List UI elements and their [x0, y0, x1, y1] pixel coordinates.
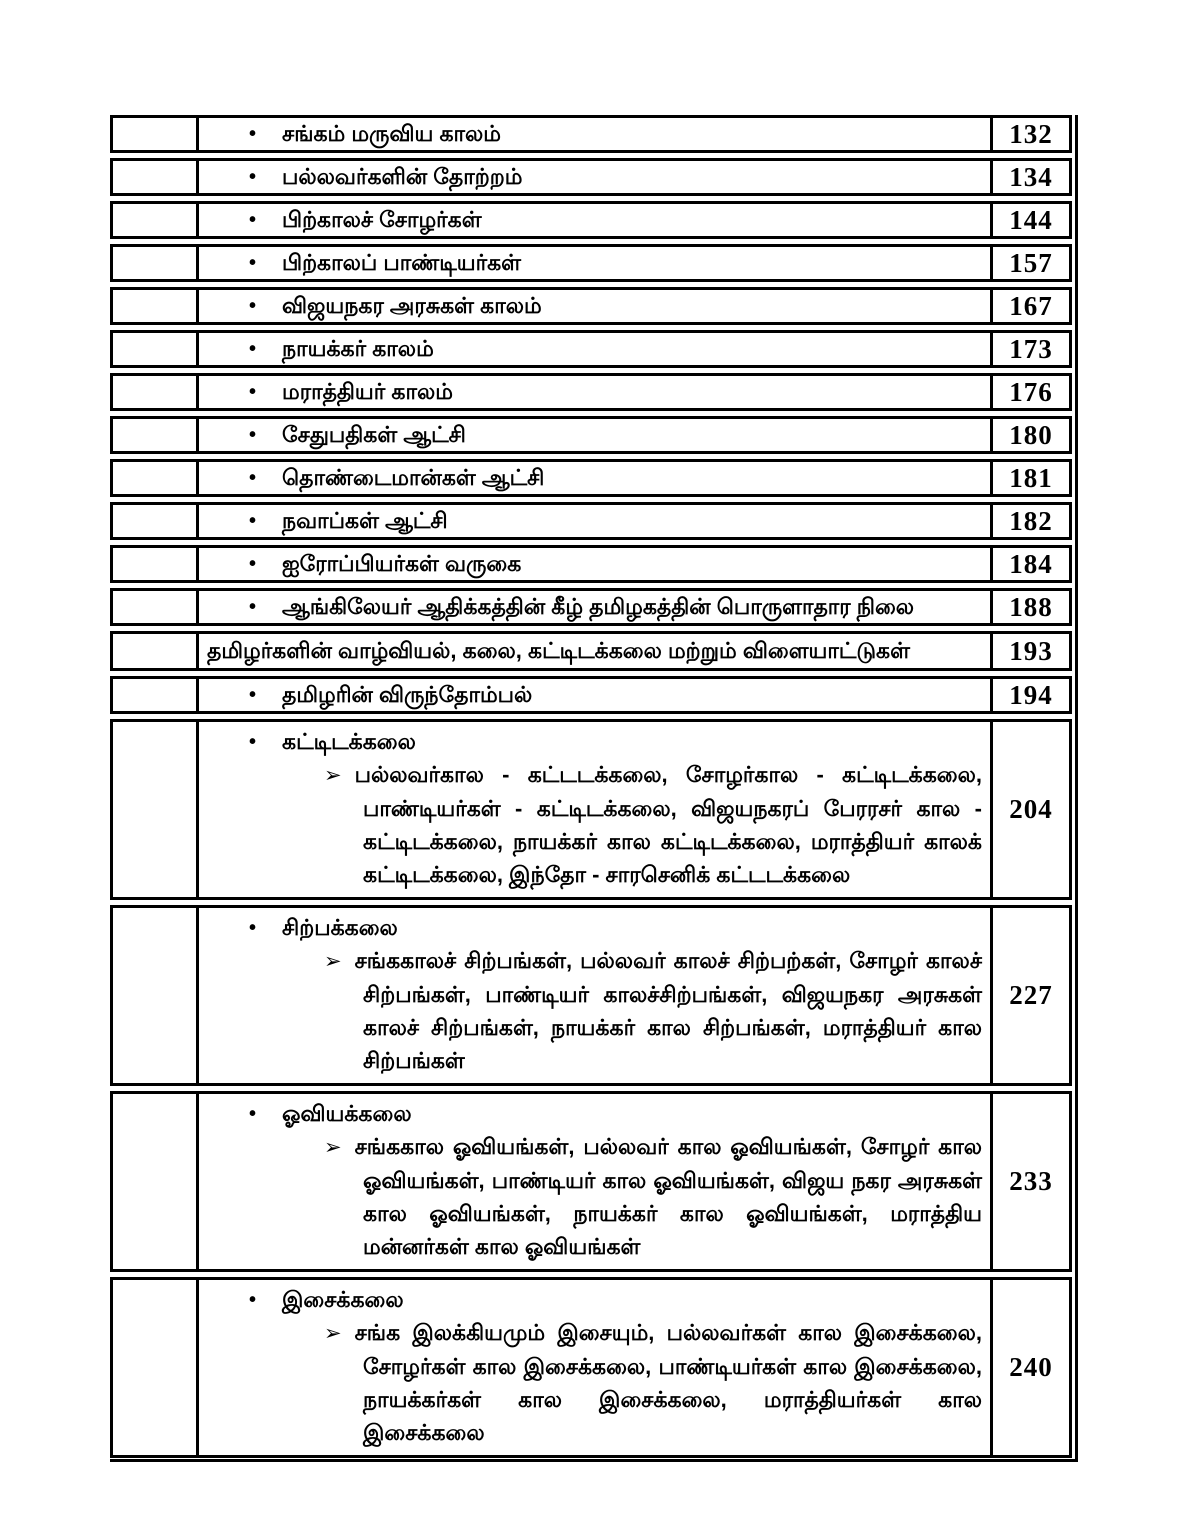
bullet-item — [199, 507, 984, 535]
item-label: இசைக்கலை — [282, 1287, 404, 1312]
page-number: 233 — [1009, 1166, 1053, 1196]
toc-row — [110, 631, 1072, 671]
bullet-icon: • — [249, 917, 257, 939]
page-number-cell — [990, 204, 1069, 236]
page-number-cell — [990, 419, 1069, 451]
bullet-icon: • — [249, 553, 257, 575]
toc-row — [110, 588, 1072, 626]
page-number: 134 — [1009, 161, 1053, 192]
sub-topics-text: பல்லவர்கால - கட்டடக்கலை, சோழர்கால - கட்டிடக்கலை, பாண்டியர்கள் - கட்டிடக்கலை, விஜயநகரப் பேரரசர் கால - கட்டிடக்கலை, நாயக்கர் கால கட்டிடக்கலை, மராத்தியர் காலக் கட்டிடக்கலை, இந்தோ - சாரசெனிக் கட்டடக்கலை — [354, 762, 982, 887]
bullet-item — [199, 120, 984, 148]
bullet-item — [199, 249, 984, 277]
sub-topics — [199, 758, 982, 891]
row-content-cell — [199, 161, 990, 193]
bullet-icon: • — [249, 381, 257, 403]
item-label: தமிழரின் விருந்தோம்பல் — [282, 682, 533, 707]
page-number-cell — [990, 1094, 1069, 1269]
contents-table — [110, 115, 1078, 1462]
item-label: ஆங்கிலேயர் ஆதிக்கத்தின் கீழ் தமிழகத்தின் பொருளாதார நிலை — [282, 594, 915, 619]
row-number-cell — [113, 679, 199, 711]
item-label: கட்டிடக்கலை — [282, 729, 416, 754]
bullet-item — [199, 1286, 984, 1314]
item-label: சேதுபதிகள் ஆட்சி — [282, 422, 466, 447]
bullet-icon: • — [249, 209, 257, 231]
toc-row — [110, 676, 1072, 714]
row-content-cell — [199, 462, 990, 494]
arrow-bullet-icon: ➢ — [324, 1322, 342, 1345]
page-number-cell — [990, 247, 1069, 279]
toc-row — [110, 201, 1072, 239]
bullet-icon: • — [249, 166, 257, 188]
page-number: 173 — [1009, 333, 1053, 364]
row-number-cell — [113, 548, 199, 580]
page-number-cell — [990, 908, 1069, 1083]
toc-row — [110, 330, 1072, 368]
row-number-cell — [113, 591, 199, 623]
bullet-item — [199, 163, 984, 191]
bullet-item — [199, 292, 984, 320]
bullet-item — [199, 914, 984, 942]
toc-row — [110, 545, 1072, 583]
page-number-cell — [990, 161, 1069, 193]
bullet-item — [199, 681, 984, 709]
toc-row — [110, 373, 1072, 411]
toc-row — [110, 905, 1072, 1086]
arrow-bullet-icon: ➢ — [324, 1136, 342, 1159]
row-content-cell — [199, 679, 990, 711]
page-number: 184 — [1009, 548, 1053, 579]
sub-topics-text: சங்ககால ஓவியங்கள், பல்லவர் கால ஓவியங்கள், சோழர் கால ஓவியங்கள், பாண்டியர் கால ஓவியங்கள், விஜய நகர அரசுகள் கால ஓவியங்கள், நாயக்கர் கால ஓவியங்கள், மராத்திய மன்னர்கள் கால ஓவியங்கள் — [354, 1134, 982, 1259]
toc-row — [110, 1091, 1072, 1272]
row-number-cell — [113, 419, 199, 451]
item-label: ஓவியக்கலை — [282, 1101, 412, 1126]
row-content-cell — [199, 419, 990, 451]
bullet-icon: • — [249, 510, 257, 532]
page-number-cell — [990, 548, 1069, 580]
row-number-cell — [113, 376, 199, 408]
page-number-cell — [990, 376, 1069, 408]
toc-row — [110, 416, 1072, 454]
sub-topics-text: சங்க இலக்கியமும் இசையும், பல்லவர்கள் கால இசைக்கலை, சோழர்கள் கால இசைக்கலை, பாண்டியர்கள் கால இசைக்கலை, நாயக்கர்கள் கால இசைக்கலை, மராத்தியர்கள் கால இசைக்கலை — [354, 1320, 982, 1445]
bullet-item — [199, 378, 984, 406]
row-number-cell — [113, 462, 199, 494]
row-content-cell — [199, 634, 990, 668]
bullet-icon: • — [249, 596, 257, 618]
page-number-cell — [990, 333, 1069, 365]
toc-row — [110, 115, 1072, 153]
page-number: 157 — [1009, 247, 1053, 278]
item-label: சிற்பக்கலை — [282, 915, 398, 940]
bullet-icon: • — [249, 467, 257, 489]
row-number-cell — [113, 505, 199, 537]
sub-topics — [199, 944, 982, 1077]
bullet-icon: • — [249, 338, 257, 360]
page-number-cell — [990, 722, 1069, 897]
item-label: நவாப்கள் ஆட்சி — [282, 508, 448, 533]
bullet-item — [199, 335, 984, 363]
bullet-icon: • — [249, 731, 257, 753]
page-number: 181 — [1009, 462, 1053, 493]
page-number: 167 — [1009, 290, 1053, 321]
row-number-cell — [113, 118, 199, 150]
page-number: 180 — [1009, 419, 1053, 450]
item-label: ஐரோப்பியர்கள் வருகை — [282, 551, 522, 576]
row-content-cell — [199, 1280, 990, 1455]
section-title: தமிழர்களின் வாழ்வியல், கலை, கட்டிடக்கலை மற்றும் விளையாட்டுகள் — [207, 638, 910, 663]
row-number-cell — [113, 634, 199, 668]
bullet-icon: • — [249, 295, 257, 317]
row-number-cell — [113, 1094, 199, 1269]
row-content-cell — [199, 591, 990, 623]
item-label: நாயக்கர் காலம் — [282, 336, 434, 361]
row-number-cell — [113, 161, 199, 193]
page-number: 240 — [1009, 1352, 1053, 1382]
toc-row — [110, 459, 1072, 497]
bullet-item — [199, 206, 984, 234]
row-number-cell — [113, 722, 199, 897]
page-number-cell — [990, 634, 1069, 668]
row-content-cell — [199, 908, 990, 1083]
row-content-cell — [199, 376, 990, 408]
item-label: விஜயநகர அரசுகள் காலம் — [282, 293, 542, 318]
sub-topics — [199, 1316, 982, 1449]
toc-row — [110, 502, 1072, 540]
bullet-icon: • — [249, 1103, 257, 1125]
bullet-icon: • — [249, 684, 257, 706]
row-number-cell — [113, 204, 199, 236]
page-number: 176 — [1009, 376, 1053, 407]
page-number: 204 — [1009, 794, 1053, 824]
row-content-cell — [199, 333, 990, 365]
page-number-cell — [990, 591, 1069, 623]
bullet-item — [199, 550, 984, 578]
sub-topics-text: சங்ககாலச் சிற்பங்கள், பல்லவர் காலச் சிற்பற்கள், சோழர் காலச் சிற்பங்கள், பாண்டியர் காலச்சிற்பங்கள், விஜயநகர அரசுகள் காலச் சிற்பங்கள், நாயக்கர் கால சிற்பங்கள், மராத்தியர் கால சிற்பங்கள் — [354, 948, 982, 1073]
page-number: 144 — [1009, 204, 1053, 235]
toc-row — [110, 719, 1072, 900]
row-content-cell — [199, 247, 990, 279]
toc-row — [110, 287, 1072, 325]
row-content-cell — [199, 204, 990, 236]
item-label: பிற்காலப் பாண்டியர்கள் — [282, 250, 522, 275]
row-content-cell — [199, 290, 990, 322]
bullet-item — [199, 464, 984, 492]
row-content-cell — [199, 1094, 990, 1269]
bullet-icon: • — [249, 1289, 257, 1311]
row-content-cell — [199, 722, 990, 897]
page-number-cell — [990, 1280, 1069, 1455]
item-label: பிற்காலச் சோழர்கள் — [282, 207, 482, 232]
toc-row — [110, 244, 1072, 282]
row-number-cell — [113, 1280, 199, 1455]
sub-topics — [199, 1130, 982, 1263]
page-number-cell — [990, 118, 1069, 150]
row-number-cell — [113, 247, 199, 279]
item-label: பல்லவர்களின் தோற்றம் — [282, 164, 523, 189]
arrow-bullet-icon: ➢ — [324, 764, 342, 787]
item-label: சங்கம் மருவிய காலம் — [282, 121, 501, 146]
row-number-cell — [113, 290, 199, 322]
arrow-bullet-icon: ➢ — [324, 950, 342, 973]
row-number-cell — [113, 908, 199, 1083]
bullet-item — [199, 593, 984, 621]
page-number: 188 — [1009, 591, 1053, 622]
page-number: 193 — [1009, 635, 1053, 666]
page-number: 194 — [1009, 679, 1053, 710]
page-number-cell — [990, 290, 1069, 322]
page-number: 227 — [1009, 980, 1053, 1010]
bullet-item — [199, 1100, 984, 1128]
item-label: தொண்டைமான்கள் ஆட்சி — [282, 465, 545, 490]
bullet-icon: • — [249, 123, 257, 145]
page-number: 132 — [1009, 118, 1053, 149]
page-number-cell — [990, 505, 1069, 537]
row-number-cell — [113, 333, 199, 365]
toc-row — [110, 1277, 1072, 1458]
row-content-cell — [199, 505, 990, 537]
bullet-item — [199, 728, 984, 756]
bullet-icon: • — [249, 424, 257, 446]
page-number: 182 — [1009, 505, 1053, 536]
row-content-cell — [199, 548, 990, 580]
item-label: மராத்தியர் காலம் — [282, 379, 453, 404]
page-number-cell — [990, 679, 1069, 711]
page-number-cell — [990, 462, 1069, 494]
toc-row — [110, 158, 1072, 196]
row-content-cell — [199, 118, 990, 150]
bullet-icon: • — [249, 252, 257, 274]
bullet-item — [199, 421, 984, 449]
